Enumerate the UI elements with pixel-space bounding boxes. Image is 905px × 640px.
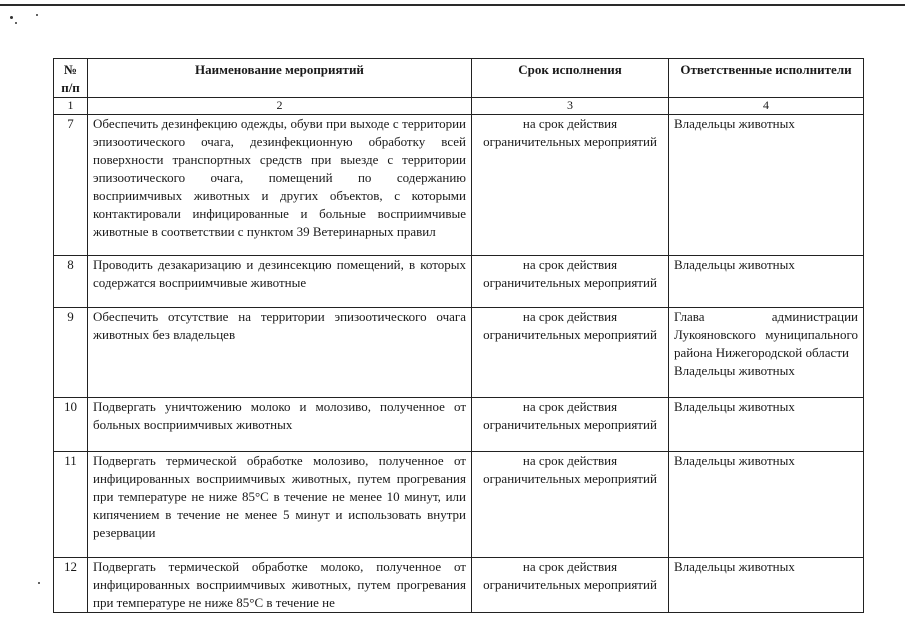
responsible-line: Владельцы животных: [674, 116, 795, 131]
measure-name: Подвергать уничтожению молоко и молозиво, полученное от больных восприимчивых животных: [88, 398, 472, 452]
column-number: 4: [669, 98, 864, 115]
measure-responsible: [669, 115, 864, 256]
table-header-row: [54, 59, 864, 98]
column-number-row: [54, 98, 864, 115]
row-number: 9: [54, 308, 88, 398]
row-number: 10: [54, 398, 88, 452]
measure-term: на срок действия ограничительных мероприятий: [472, 398, 669, 452]
measures-table: [53, 58, 864, 613]
measure-name: Проводить дезакаризацию и дезинсекцию помещений, в которых содержатся восприимчивые животные: [88, 256, 472, 308]
measure-term: на срок действия ограничительных мероприятий: [472, 558, 669, 613]
page-top-rule: [0, 4, 905, 6]
measure-responsible: [669, 452, 864, 558]
table-row: [54, 256, 864, 308]
header-responsible: Ответственные исполнители: [669, 59, 864, 98]
responsible-line: Владельцы животных: [674, 399, 795, 414]
header-no: № п/п: [54, 59, 88, 98]
scan-speck: [36, 14, 38, 16]
row-number: 12: [54, 558, 88, 613]
column-number: 1: [54, 98, 88, 115]
header-term: Срок исполнения: [472, 59, 669, 98]
row-number: 11: [54, 452, 88, 558]
header-name: Наименование мероприятий: [88, 59, 472, 98]
measure-name: Подвергать термической обработке молоко, полученное от инфицированных восприимчивых животных, путем прогревания при температуре не ниже 85°C в течение не: [88, 558, 472, 613]
row-number: 7: [54, 115, 88, 256]
responsible-line: Владельцы животных: [674, 363, 795, 378]
measure-term: на срок действия ограничительных мероприятий: [472, 308, 669, 398]
measure-name: Обеспечить дезинфекцию одежды, обуви при выходе с территории эпизоотического очага, дезинфекционную обработку всей поверхности транспортных средств при выезде с территории эпизоотического очага, помещений по содержанию восприимчивых животных и других объектов, с которыми контактировали инфицированные и больные восприимчивые животные в соответствии с пунктом 39 Ветеринарных правил: [88, 115, 472, 256]
table-row: [54, 452, 864, 558]
scan-speck: [15, 22, 17, 24]
scan-speck: [38, 582, 40, 584]
measure-name: Обеспечить отсутствие на территории эпизоотического очага животных без владельцев: [88, 308, 472, 398]
column-number: 2: [88, 98, 472, 115]
measure-responsible: [669, 256, 864, 308]
scan-speck: [10, 16, 13, 19]
measure-responsible: [669, 398, 864, 452]
table-row: [54, 398, 864, 452]
row-number: 8: [54, 256, 88, 308]
responsible-line: Владельцы животных: [674, 257, 795, 272]
table-row: [54, 115, 864, 256]
measure-responsible: [669, 308, 864, 398]
responsible-line: Глава администрации Лукояновского муниципального района Нижегородской области: [674, 309, 858, 360]
responsible-line: Владельцы животных: [674, 559, 795, 574]
table-row: [54, 558, 864, 613]
measure-term: на срок действия ограничительных мероприятий: [472, 452, 669, 558]
measure-term: на срок действия ограничительных мероприятий: [472, 256, 669, 308]
column-number: 3: [472, 98, 669, 115]
measure-responsible: [669, 558, 864, 613]
responsible-line: Владельцы животных: [674, 453, 795, 468]
measure-term: на срок действия ограничительных мероприятий: [472, 115, 669, 256]
measure-name: Подвергать термической обработке молозиво, полученное от инфицированных восприимчивых животных, путем прогревания при температуре не ниже 85°C в течение не менее 10 минут, или кипячением в течение не менее 5 минут и использовать внутри резервации: [88, 452, 472, 558]
table-row: [54, 308, 864, 398]
